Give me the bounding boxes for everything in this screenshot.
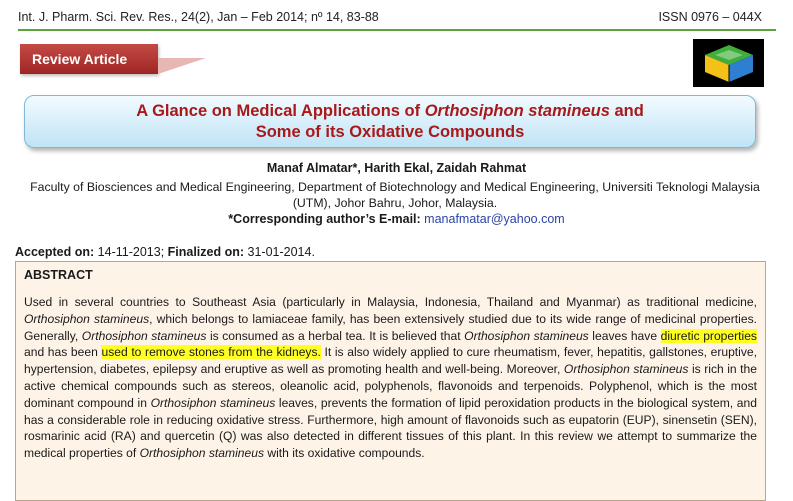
article-title-line2: Some of its Oxidative Compounds	[255, 123, 525, 141]
article-dates: Accepted on: 14-11-2013; Finalized on: 31-01-2014.	[15, 245, 315, 259]
title-species-name: Orthosiphon stamineus	[424, 102, 610, 120]
accepted-date: 14-11-2013	[97, 245, 161, 259]
cube-logo-icon	[701, 42, 757, 84]
journal-reference: Int. J. Pharm. Sci. Rev. Res., 24(2), Jan – Feb 2014; nº 14, 83-88	[18, 10, 379, 24]
journal-header	[18, 9, 776, 31]
accepted-label: Accepted on:	[15, 245, 95, 259]
highlight-kidney-stones: used to remove stones from the kidneys.	[101, 345, 321, 360]
article-title-line1: A Glance on Medical Applications of Orthosiphon stamineus and	[136, 102, 644, 120]
abstract-box	[15, 261, 766, 501]
finalized-label: Finalized on:	[167, 245, 245, 259]
affiliation	[10, 179, 780, 211]
tab-fold-decoration	[158, 58, 206, 74]
article-type-label: Review Article	[20, 44, 158, 74]
affiliation-line1: Faculty of Biosciences and Medical Engineering, Department of Biotechnology and Medical Engineering, Universiti Teknologi Malaysia	[30, 180, 760, 194]
corresponding-email-link[interactable]: manafmatar@yahoo.com	[424, 212, 565, 226]
abstract-heading: ABSTRACT	[24, 268, 93, 282]
highlight-diuretic: diuretic properties	[660, 328, 757, 343]
author-list: Manaf Almatar*, Harith Ekal, Zaidah Rahmat	[266, 161, 527, 175]
corresponding-author	[0, 212, 793, 226]
article-type-tab	[20, 44, 188, 74]
article-title-box	[24, 95, 756, 148]
abstract-text: Used in several countries to Southeast Asia (particularly in Malaysia, Indonesia, Thailand and Myanmar) as traditional medicine, Orthosiphon stamineus, which belongs to lamiaceae family, has been extensively studied due to its wide range of medicinal properties. Generally, Orthosiphon stamineus is consumed as a herbal tea. It is believed that Orthosiphon stamineus leaves have diuretic properties and has been used to remove stones from the kidneys. It is also widely applied to cure rheumatism, fever, hepatitis, gallstones, eruptive, hypertension, diabetes, epilepsy and eruptive as well as promoting health and well-being. Moreover, Orthosiphon stamineus is rich in the active chemical compounds such as stereos, oleanolic acid, polyphenols, flavonoids and terpenoids. Polyphenol, which is the most dominant compound in Orthosiphon stamineus leaves, prevents the formation of lipid peroxidation products in the biological system, and has a considerable role in reducing oxidative stress. Furthermore, high amount of flavonoids such as eupatorin (EUP), sinensetin (SEN), rosmarinic acid (RA) and quercetin (Q) was also detected in different tissues of this plant. In this review we attempt to summarize the medical properties of Orthosiphon stamineus with its oxidative compounds.	[24, 295, 757, 461]
journal-logo	[693, 39, 764, 87]
corresponding-label: *Corresponding author’s E-mail:	[228, 212, 421, 226]
affiliation-line2: (UTM), Johor Bahru, Johor, Malaysia.	[292, 196, 498, 210]
finalized-date: 31-01-2014.	[247, 245, 315, 259]
issn-number: ISSN 0976 – 044X	[658, 10, 762, 24]
